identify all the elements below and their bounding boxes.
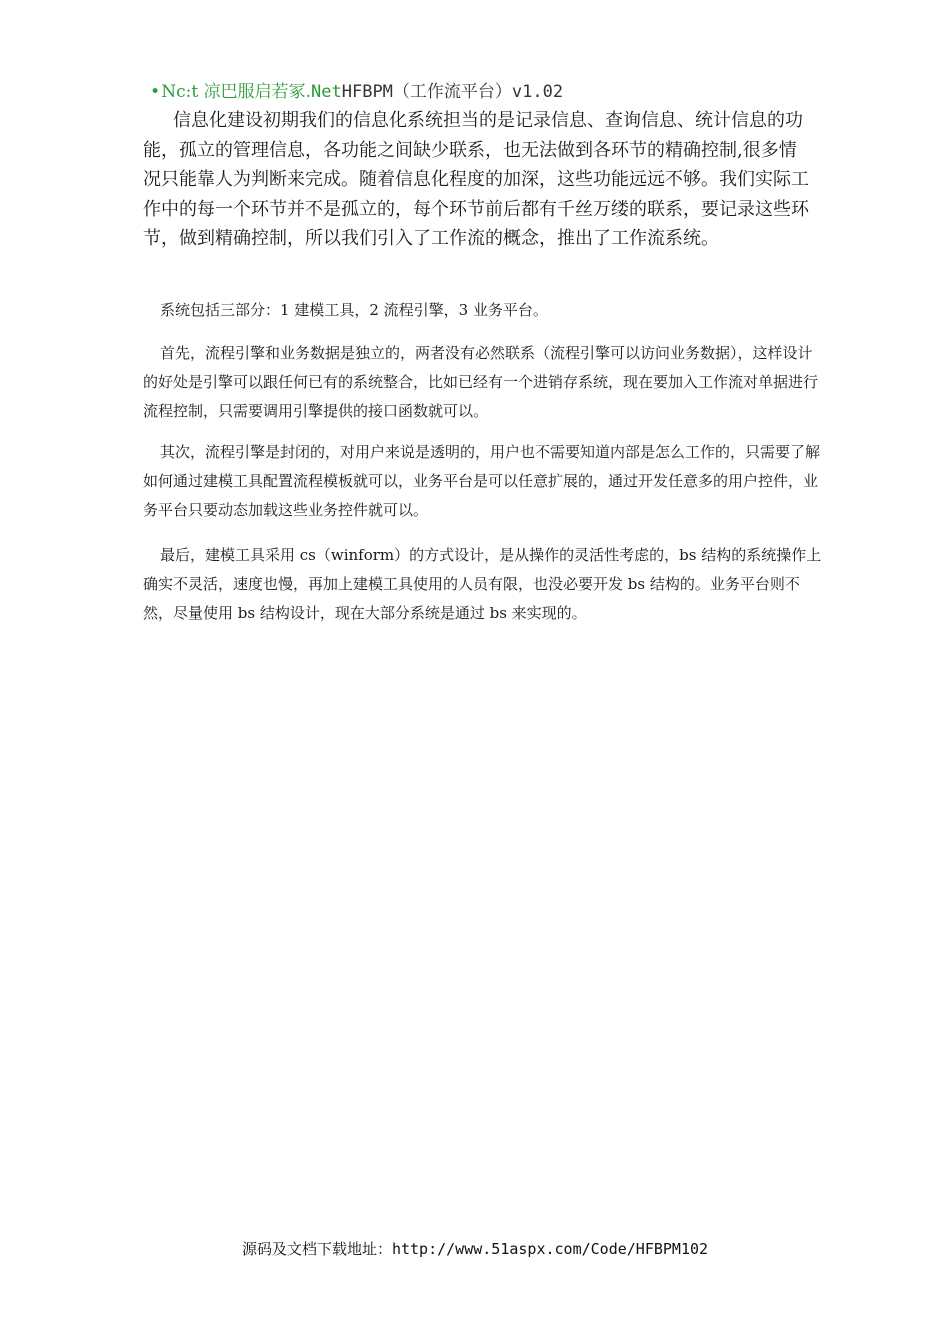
- document-title: [150, 80, 563, 104]
- download-footer: [0, 1238, 950, 1260]
- title-green-part: Nc:t 凉巴服启若冢.: [161, 82, 312, 102]
- title-net-part: Net: [311, 82, 342, 102]
- system-parts-paragraph: 系统包括三部分：1 建模工具，2 流程引擎，3 业务平台。: [160, 301, 548, 319]
- title-product-part: HFBPM（工作流平台）v1.02: [341, 82, 564, 102]
- first-point-paragraph: 首先，流程引擎和业务数据是独立的，两者没有必然联系（流程引擎可以访问业务数据），这样设计的好处是引擎可以跟任何已有的系统整合，比如已经有一个进销存系统，现在要加入工作流对单据进行流程控制，只需要调用引擎提供的接口函数就可以。: [143, 344, 819, 420]
- second-point-paragraph: 其次，流程引擎是封闭的，对用户来说是透明的，用户也不需要知道内部是怎么工作的，只需要了解如何通过建模工具配置流程模板就可以，业务平台是可以任意扩展的，通过开发任意多的用户控件，业务平台只要动态加载这些业务控件就可以。: [143, 443, 821, 519]
- download-label: 源码及文档下载地址：: [241, 1240, 392, 1258]
- download-link[interactable]: http://www.51aspx.com/Code/HFBPM102: [391, 1240, 709, 1258]
- bullet-icon: •: [150, 82, 161, 102]
- intro-paragraph: 信息化建设初期我们的信息化系统担当的是记录信息、查询信息、统计信息的功能，孤立的管理信息，各功能之间缺少联系，也无法做到各环节的精确控制,很多情况只能靠人为判断来完成。随着信息化程度的加深，这些功能远远不够。我们实际工作中的每一个环节并不是孤立的，每个环节前后都有千丝万缕的联系，要记录这些环节，做到精确控制，所以我们引入了工作流的概念，推出了工作流系统。: [143, 110, 809, 249]
- third-point-paragraph: 最后，建模工具采用 cs（winform）的方式设计，是从操作的灵活性考虑的，bs 结构的系统操作上确实不灵活，速度也慢，再加上建模工具使用的人员有限，也没必要开发 bs 结构的。业务平台则不然，尽量使用 bs 结构设计，现在大部分系统是通过 bs 来实现的。: [143, 546, 822, 622]
